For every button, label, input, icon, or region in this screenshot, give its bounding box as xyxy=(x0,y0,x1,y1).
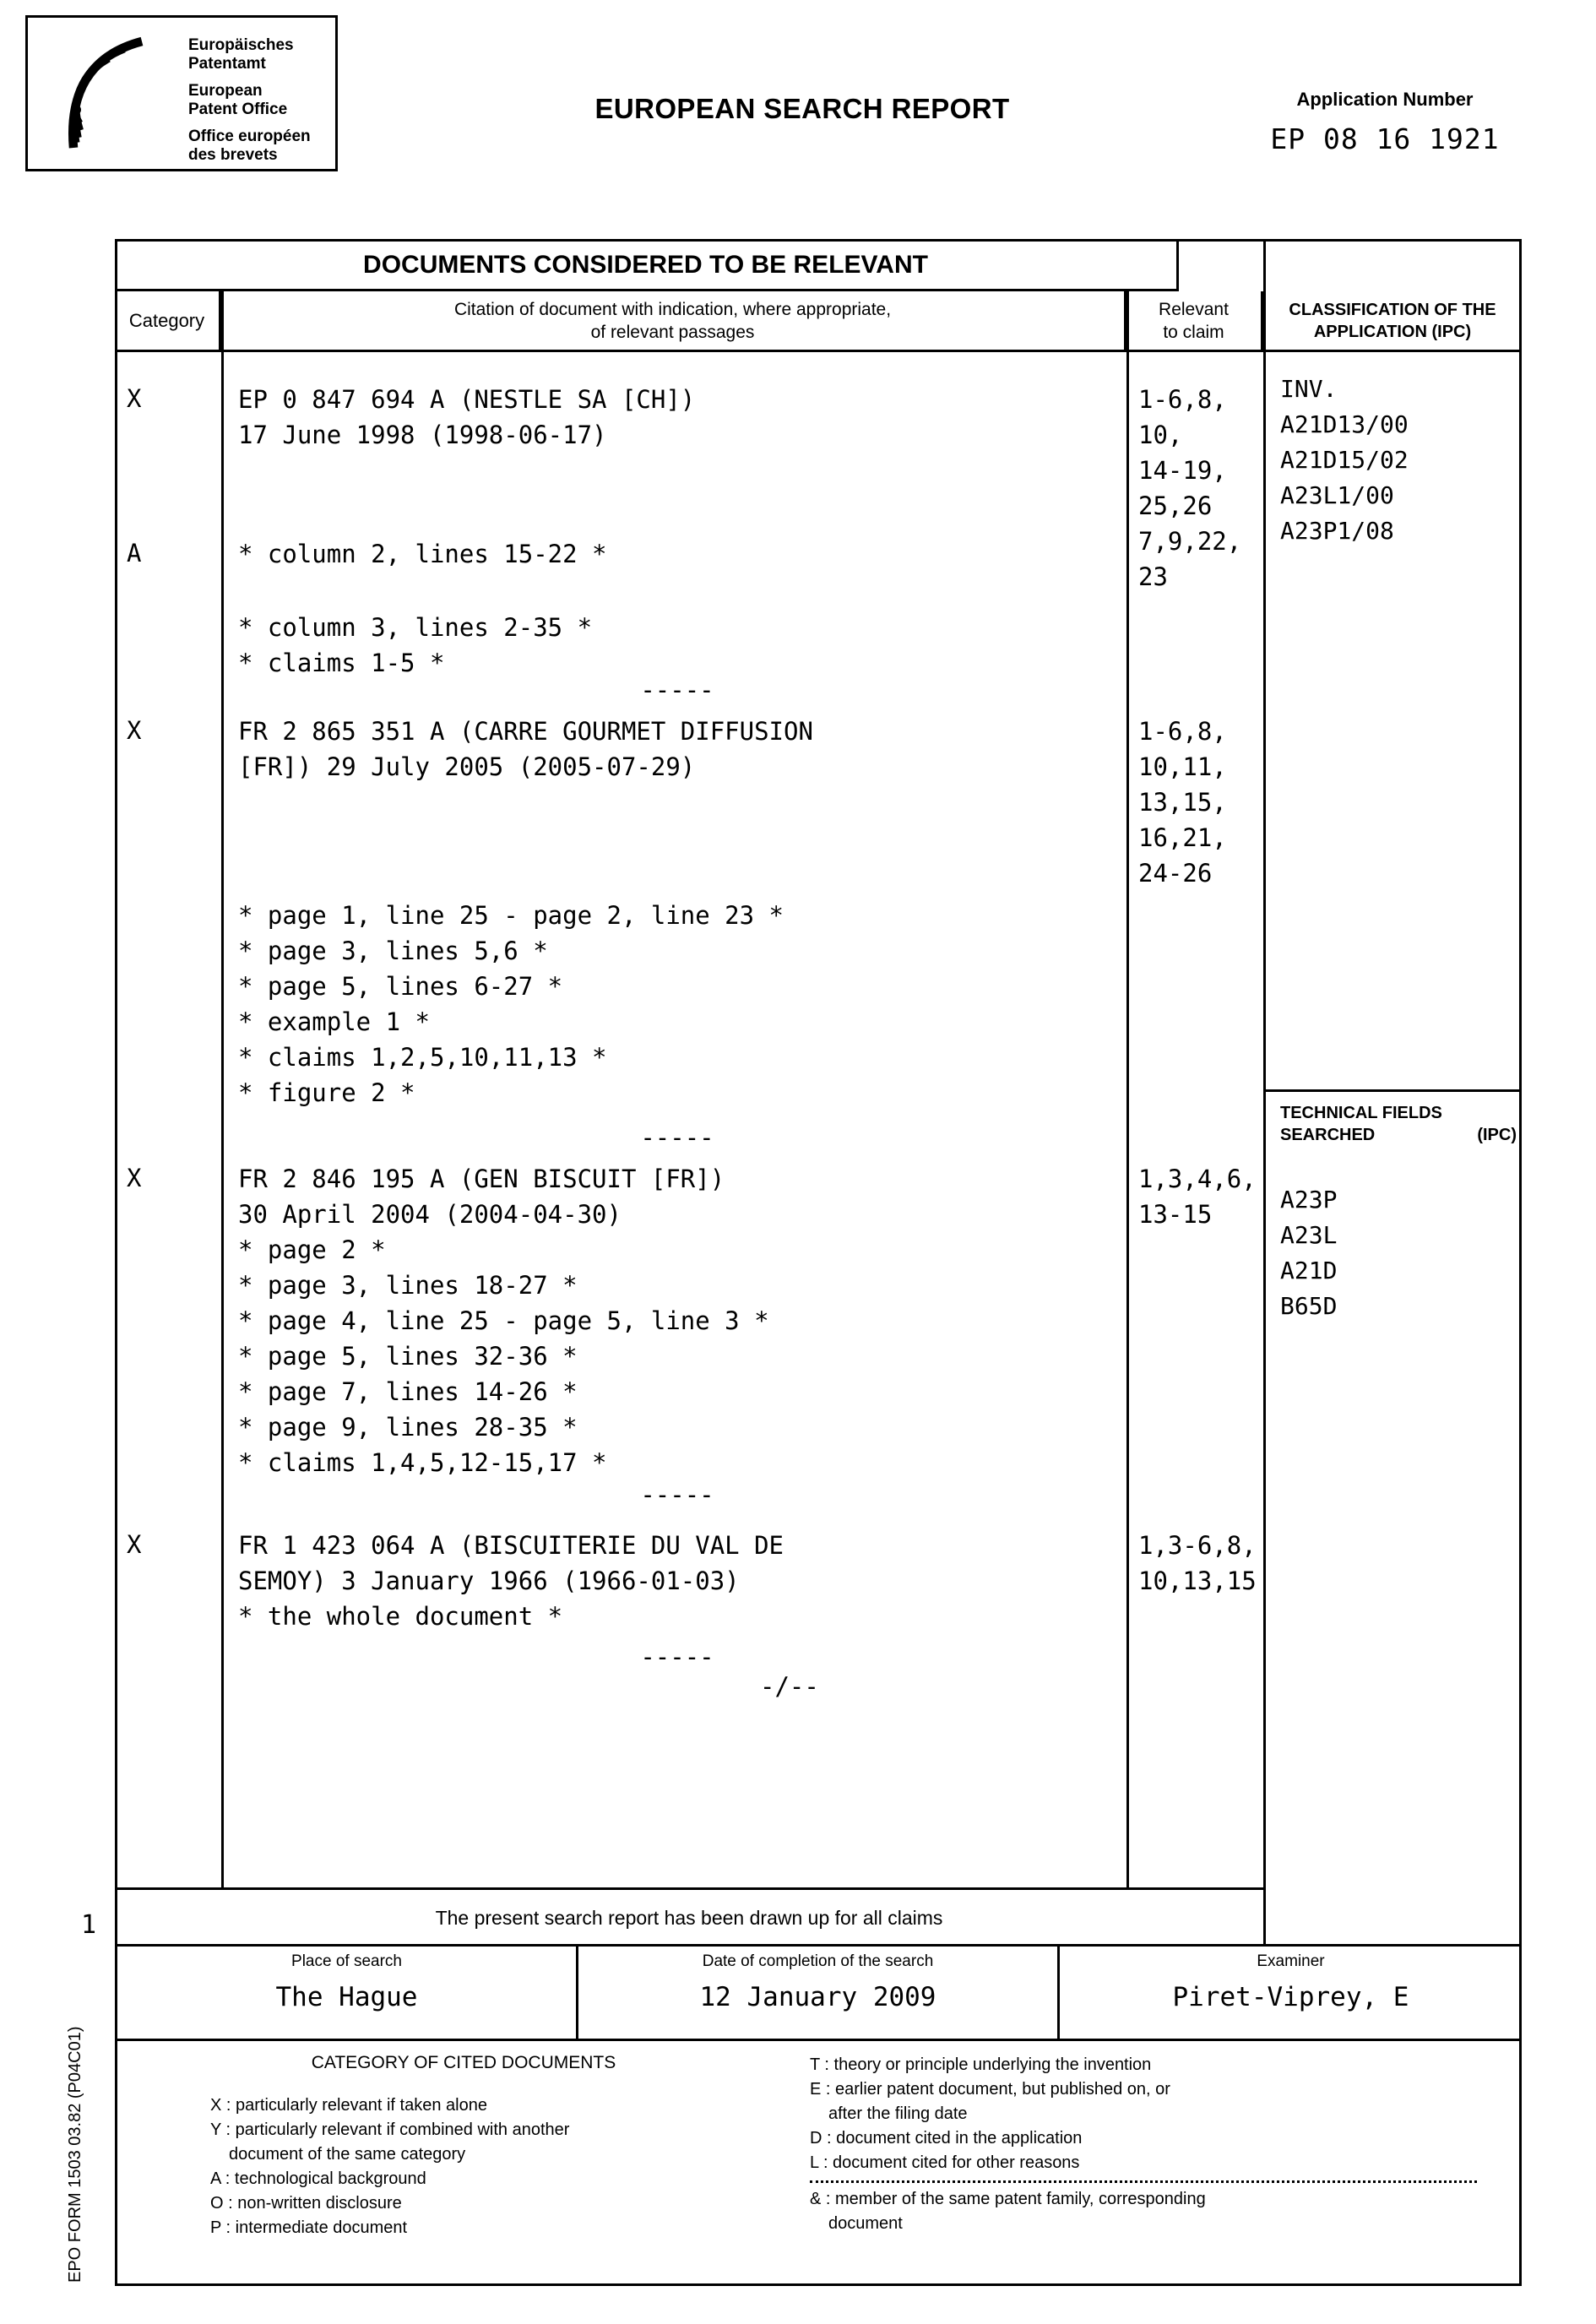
legend-divider xyxy=(810,2180,1477,2183)
legend-item-e-cont: after the filing date xyxy=(828,2104,968,2123)
technical-fields-codes xyxy=(1280,1182,1337,1324)
column-header-citation-line1: Citation of document with indication, where appropriate, xyxy=(453,299,892,319)
column-header-category: Category xyxy=(115,291,221,350)
application-number-value: EP 08 16 1921 xyxy=(1270,122,1500,155)
office-name-de-2: Patentamt xyxy=(188,55,266,73)
category-legend xyxy=(115,2041,1522,2286)
legend-item-t: T : theory or principle underlying the invention xyxy=(810,2055,1152,2074)
technical-fields-label-1: TECHNICAL FIELDS xyxy=(1280,1104,1442,1122)
legend-item-amp-cont: document xyxy=(828,2214,903,2233)
row-separator: ----- xyxy=(640,1643,714,1671)
epo-logo-box xyxy=(25,15,338,171)
office-name-en-2: Patent Office xyxy=(188,100,288,118)
form-identifier: EPO FORM 1503 03.82 (P04C01) xyxy=(66,2026,84,2283)
continuation-mark: -/-- xyxy=(760,1672,819,1701)
date-of-completion-label: Date of completion of the search xyxy=(702,1952,934,1970)
column-header-citation-line2: of relevant passages xyxy=(590,322,755,342)
date-of-completion-value: 12 January 2009 xyxy=(699,1982,936,2012)
row-citation: EP 0 847 694 A (NESTLE SA [CH]) 17 June 1998 (1998-06-17) xyxy=(238,385,696,449)
legend-item-a: A : technological background xyxy=(210,2169,426,2188)
row-citation: * column 3, lines 2-35 * * claims 1-5 * xyxy=(238,613,593,677)
row-relevant-claims: 7,9,22, 23 xyxy=(1138,527,1242,591)
column-header-relevant-line1: Relevant xyxy=(1159,299,1229,319)
office-name-en-1: European xyxy=(188,82,263,100)
place-of-search-value: The Hague xyxy=(275,1982,418,2012)
legend-item-y: Y : particularly relevant if combined with another xyxy=(210,2120,570,2139)
legend-item-x: X : particularly relevant if taken alone xyxy=(210,2096,487,2115)
row-relevant-claims: 1-6,8, 10,11, 13,15, 16,21, 24-26 xyxy=(1138,717,1227,888)
legend-item-o: O : non-written disclosure xyxy=(210,2194,402,2213)
page-number: 1 xyxy=(81,1910,97,1940)
examiner-value: Piret-Viprey, E xyxy=(1172,1982,1409,2012)
column-header-relevant xyxy=(1126,291,1263,350)
row-separator: ----- xyxy=(640,676,714,704)
documents-table-title: DOCUMENTS CONSIDERED TO BE RELEVANT xyxy=(115,239,1179,291)
date-of-completion-cell xyxy=(578,1947,1060,2039)
epo-logo-icon xyxy=(43,31,170,158)
report-header xyxy=(0,0,1596,194)
place-of-search-label: Place of search xyxy=(291,1952,402,1970)
row-relevant-claims: 1-6,8, 10, 14-19, 25,26 xyxy=(1138,385,1227,520)
row-category: X xyxy=(127,1164,142,1192)
technical-fields-ipc: (IPC) xyxy=(1477,1126,1517,1144)
legend-item-d: D : document cited in the application xyxy=(810,2129,1083,2148)
legend-right-column xyxy=(810,2053,1477,2236)
row-citation: * column 2, lines 15-22 * xyxy=(238,540,607,568)
all-claims-note: The present search report has been drawn up for all claims xyxy=(115,1887,1263,1947)
legend-item-y-cont: document of the same category xyxy=(229,2145,466,2164)
row-category: A xyxy=(127,539,142,567)
legend-item-e: E : earlier patent document, but published on, or xyxy=(810,2080,1170,2099)
examiner-cell xyxy=(1060,1947,1522,2039)
office-names xyxy=(188,36,311,173)
column-header-classification-line2: APPLICATION (IPC) xyxy=(1313,322,1472,341)
place-of-search-cell xyxy=(117,1947,578,2039)
column-header-classification-line1: CLASSIFICATION OF THE xyxy=(1289,300,1496,319)
row-relevant-claims: 1,3-6,8, 10,13,15 xyxy=(1138,1531,1257,1595)
office-name-de-1: Europäisches xyxy=(188,36,294,54)
row-category: X xyxy=(127,384,142,413)
legend-item-l: L : document cited for other reasons xyxy=(810,2153,1080,2172)
row-citation: FR 2 865 351 A (CARRE GOURMET DIFFUSION [FR]) 29 July 2005 (2005-07-29) xyxy=(238,717,813,781)
legend-left-column xyxy=(210,2093,569,2240)
table-divider-category xyxy=(221,291,224,1887)
classification-header-cell xyxy=(1179,239,1522,291)
row-separator: ----- xyxy=(640,1123,714,1152)
row-category: X xyxy=(127,1530,142,1559)
technical-fields-label-2: SEARCHED xyxy=(1280,1126,1376,1144)
legend-item-amp: & : member of the same patent family, corresponding xyxy=(810,2190,1206,2208)
technical-fields-header xyxy=(1280,1102,1517,1146)
office-name-fr-2: des brevets xyxy=(188,146,278,164)
row-separator: ----- xyxy=(640,1480,714,1509)
application-number-label: Application Number xyxy=(1296,89,1474,110)
classification-codes-text: INV. A21D13/00 A21D15/02 A23L1/00 A23P1/08 xyxy=(1280,375,1409,545)
row-category: X xyxy=(127,716,142,745)
documents-table-header-row xyxy=(115,291,1522,352)
technical-fields-divider xyxy=(1266,1089,1522,1092)
column-header-citation xyxy=(221,291,1126,350)
row-citation: FR 1 423 064 A (BISCUITERIE DU VAL DE SEMOY) 3 January 1966 (1966-01-03) * the whole document * xyxy=(238,1531,784,1631)
row-relevant-claims: 1,3,4,6, 13-15 xyxy=(1138,1165,1257,1229)
legend-title: CATEGORY OF CITED DOCUMENTS xyxy=(311,2053,616,2072)
page-title: EUROPEAN SEARCH REPORT xyxy=(594,93,1010,124)
legend-item-p: P : intermediate document xyxy=(210,2218,408,2237)
column-header-classification xyxy=(1263,291,1522,350)
classification-codes xyxy=(1280,372,1409,549)
row-citation: * page 1, line 25 - page 2, line 23 * * page 3, lines 5,6 * * page 5, lines 6-27 * * example 1 * * claims 1,2,5,10,11,13 * * figure 2 * xyxy=(238,901,784,1107)
column-header-relevant-line2: to claim xyxy=(1163,322,1224,342)
office-name-fr-1: Office européen xyxy=(188,128,311,145)
row-citation: FR 2 846 195 A (GEN BISCUIT [FR]) 30 April 2004 (2004-04-30) * page 2 * * page 3, lines 18-27 * * page 4, line 25 - page 5, line 3 * * page 5, lines 32-36 * * page 7, lines 14-26 * * page 9, lines 28-35 * * claims 1,4,5,12-15,17 * xyxy=(238,1165,769,1477)
technical-fields-codes-text: A23P A23L A21D B65D xyxy=(1280,1186,1338,1320)
search-footer-row xyxy=(115,1947,1522,2041)
examiner-label: Examiner xyxy=(1257,1952,1325,1970)
table-divider-citation xyxy=(1126,291,1129,1887)
